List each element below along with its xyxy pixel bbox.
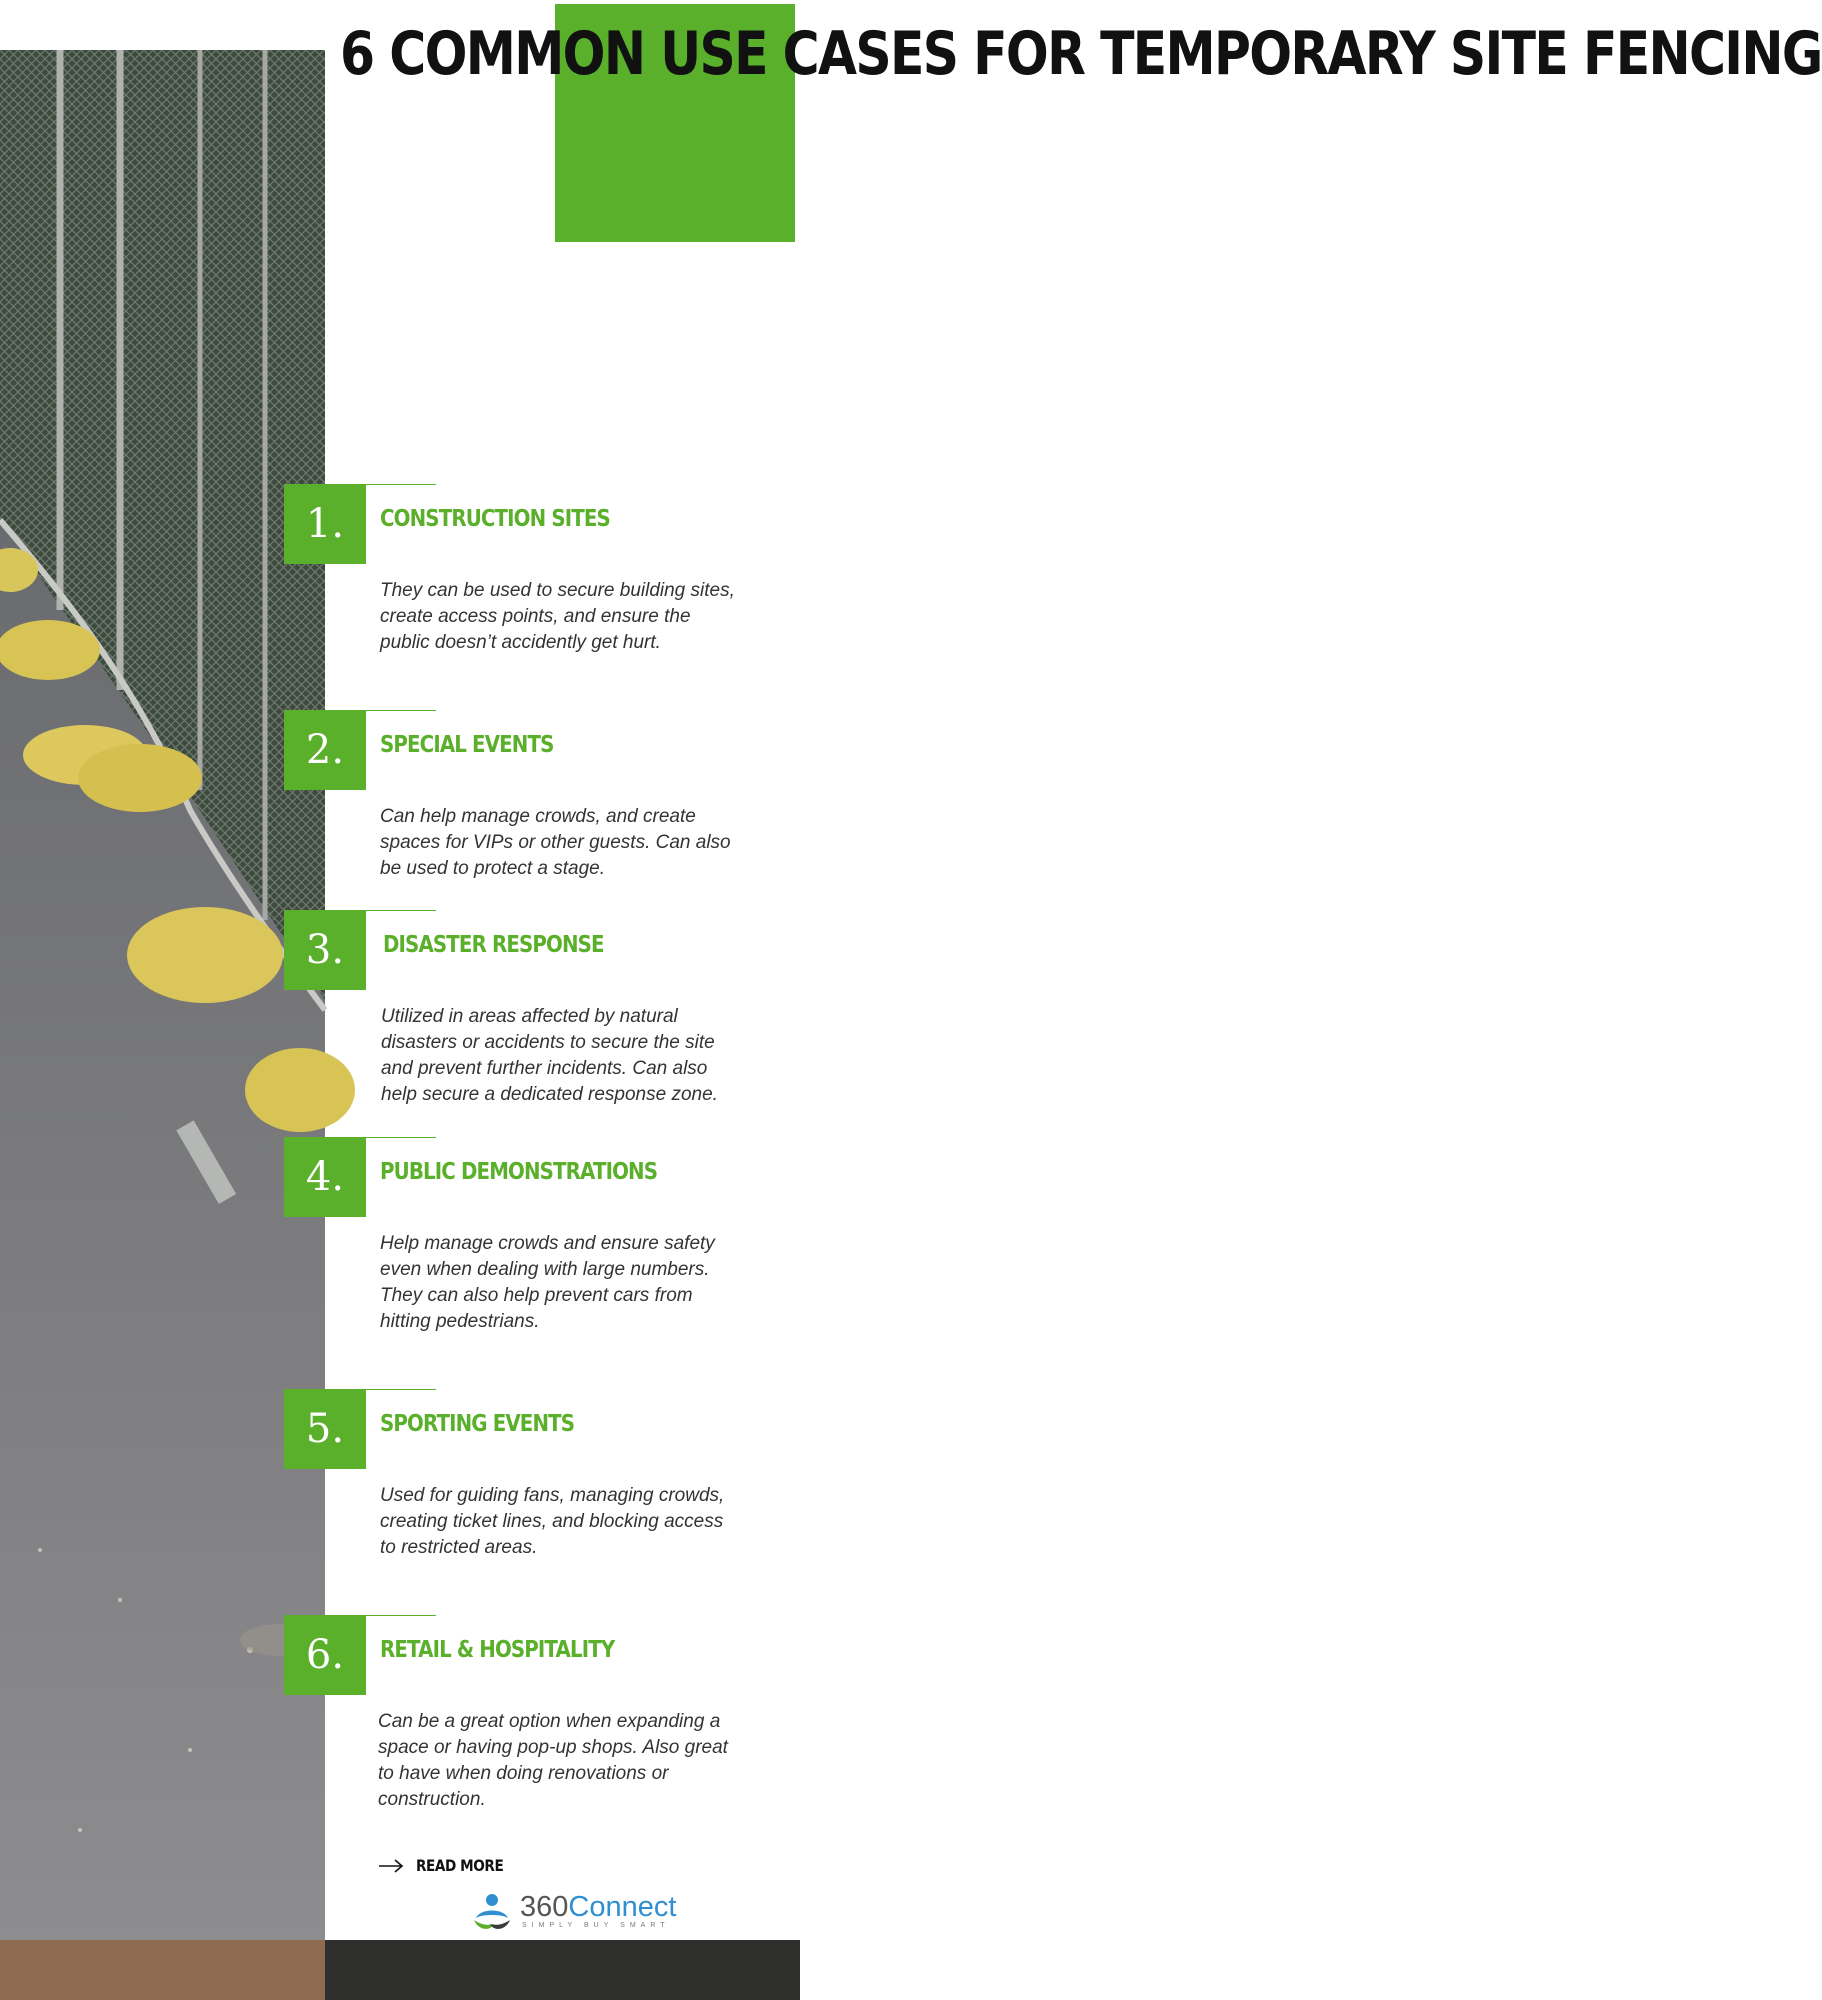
item-description: Help manage crowds and ensure safety even when dealing with large numbers. They can also help prevent cars from hitting pedestrians. bbox=[380, 1233, 715, 1332]
read-more-link[interactable] bbox=[378, 1856, 519, 1875]
item-description: Used for guiding fans, managing crowds, creating ticket lines, and blocking access to restricted areas. bbox=[380, 1485, 725, 1558]
item-divider bbox=[366, 710, 436, 711]
footer-bar-right bbox=[325, 1940, 800, 2000]
logo-name bbox=[520, 1892, 676, 1922]
item-title: DISASTER RESPONSE bbox=[383, 932, 604, 958]
item-title: SPORTING EVENTS bbox=[380, 1411, 575, 1437]
item-number: 5. bbox=[284, 1389, 366, 1469]
item-description: Utilized in areas affected by natural disasters or accidents to secure the site and prevent further incidents. Can also help secure a dedicated response zone. bbox=[381, 1006, 718, 1105]
item-number: 1. bbox=[284, 484, 366, 564]
fence-photo bbox=[0, 50, 325, 1940]
item-divider bbox=[366, 1137, 436, 1138]
item-title: SPECIAL EVENTS bbox=[380, 732, 554, 758]
item-divider bbox=[366, 484, 436, 485]
logo-mark-icon bbox=[470, 1888, 514, 1932]
item-description: They can be used to secure building sites, create access points, and ensure the public doesn’t accidently get hurt. bbox=[380, 580, 735, 653]
company-logo[interactable] bbox=[470, 1888, 676, 1932]
item-divider bbox=[366, 1389, 436, 1390]
logo-name-part2: Connect bbox=[568, 1890, 677, 1923]
item-title: RETAIL & HOSPITALITY bbox=[380, 1637, 615, 1663]
logo-name-part1: 360 bbox=[520, 1890, 569, 1923]
footer-bar-left bbox=[0, 1940, 325, 2000]
item-divider bbox=[366, 1615, 436, 1616]
arrow-right-icon bbox=[378, 1859, 404, 1873]
item-title: CONSTRUCTION SITES bbox=[380, 506, 610, 532]
item-number: 3. bbox=[284, 910, 366, 990]
item-description: Can be a great option when expanding a space or having pop-up shops. Also great to have when doing renovations or construction. bbox=[378, 1711, 728, 1810]
page-title: 6 COMMON USE CASES FOR TEMPORARY SITE FENCING bbox=[340, 19, 1822, 89]
read-more-label: READ MORE bbox=[416, 1856, 504, 1875]
item-divider bbox=[366, 910, 436, 911]
item-description: Can help manage crowds, and create spaces for VIPs or other guests. Can also be used to protect a stage. bbox=[380, 806, 731, 879]
item-number: 6. bbox=[284, 1615, 366, 1695]
logo-tagline: SIMPLY BUY SMART bbox=[522, 1921, 670, 1929]
item-title: PUBLIC DEMONSTRATIONS bbox=[380, 1159, 658, 1185]
item-number: 4. bbox=[284, 1137, 366, 1217]
item-number: 2. bbox=[284, 710, 366, 790]
